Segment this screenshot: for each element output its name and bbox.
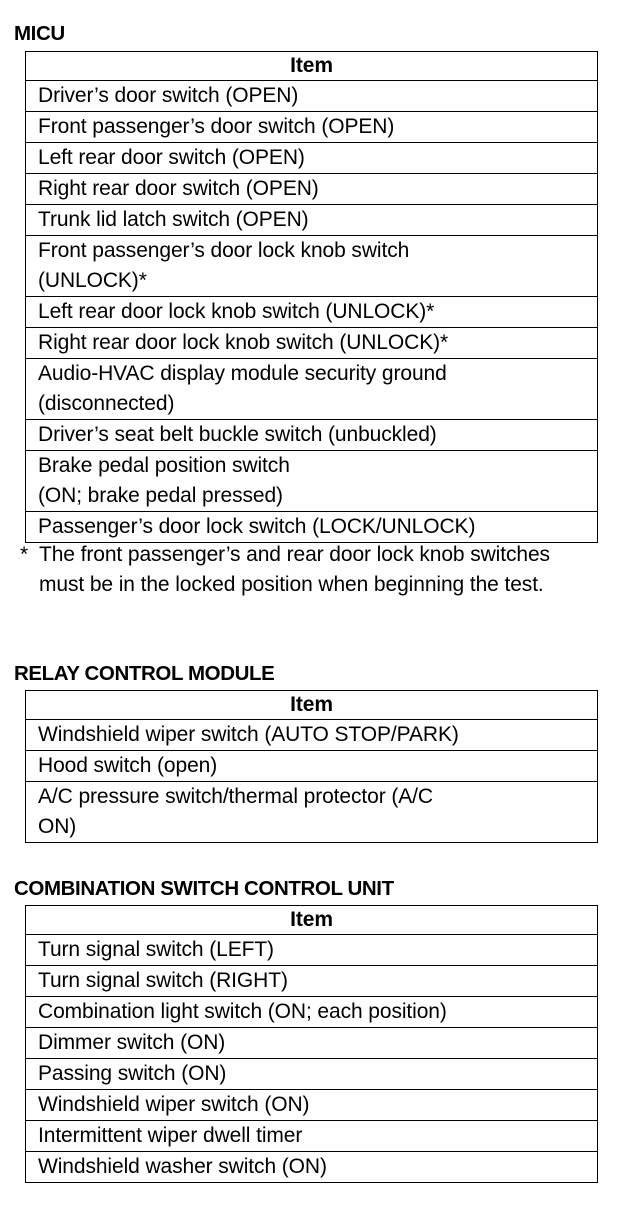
table-row: Windshield wiper switch (ON) — [26, 1090, 598, 1121]
table-row: A/C pressure switch/thermal protector (A/C ON) — [26, 782, 598, 843]
table-row: Turn signal switch (LEFT) — [26, 935, 598, 966]
table-row: Hood switch (open) — [26, 751, 598, 782]
table-row: Turn signal switch (RIGHT) — [26, 966, 598, 997]
table-row: Driver’s door switch (OPEN) — [26, 81, 598, 112]
combo-table-header: Item — [26, 906, 598, 935]
relay-section-title: RELAY CONTROL MODULE — [14, 662, 275, 685]
combo-section-title: COMBINATION SWITCH CONTROL UNIT — [14, 877, 394, 900]
table-row: Left rear door lock knob switch (UNLOCK)* — [26, 297, 598, 328]
table-row: Windshield washer switch (ON) — [26, 1152, 598, 1183]
table-row: Brake pedal position switch (ON; brake pedal pressed) — [26, 451, 598, 512]
table-row: Windshield wiper switch (AUTO STOP/PARK) — [26, 720, 598, 751]
table-row: Trunk lid latch switch (OPEN) — [26, 205, 598, 236]
table-row: Audio-HVAC display module security ground (disconnected) — [26, 359, 598, 420]
table-row: Left rear door switch (OPEN) — [26, 143, 598, 174]
table-row: Front passenger’s door switch (OPEN) — [26, 112, 598, 143]
combo-table — [25, 905, 598, 1183]
table-row: Dimmer switch (ON) — [26, 1028, 598, 1059]
micu-section-title: MICU — [14, 22, 65, 45]
micu-table — [25, 51, 598, 543]
table-row: Driver’s seat belt buckle switch (unbuckled) — [26, 420, 598, 451]
table-row: Passing switch (ON) — [26, 1059, 598, 1090]
relay-table-header: Item — [26, 691, 598, 720]
table-row: Combination light switch (ON; each position) — [26, 997, 598, 1028]
micu-table-header: Item — [26, 52, 598, 81]
table-row: Passenger’s door lock switch (LOCK/UNLOCK) — [26, 512, 598, 543]
table-row: Right rear door lock knob switch (UNLOCK)* — [26, 328, 598, 359]
table-row: Right rear door switch (OPEN) — [26, 174, 598, 205]
micu-footnote — [20, 540, 600, 600]
footnote-asterisk: * — [20, 543, 29, 566]
relay-table — [25, 690, 598, 843]
table-row: Intermittent wiper dwell timer — [26, 1121, 598, 1152]
table-row: Front passenger’s door lock knob switch (UNLOCK)* — [26, 236, 598, 297]
footnote-text: The front passenger’s and rear door lock knob switches must be in the locked position when beginning the test. — [39, 543, 550, 596]
